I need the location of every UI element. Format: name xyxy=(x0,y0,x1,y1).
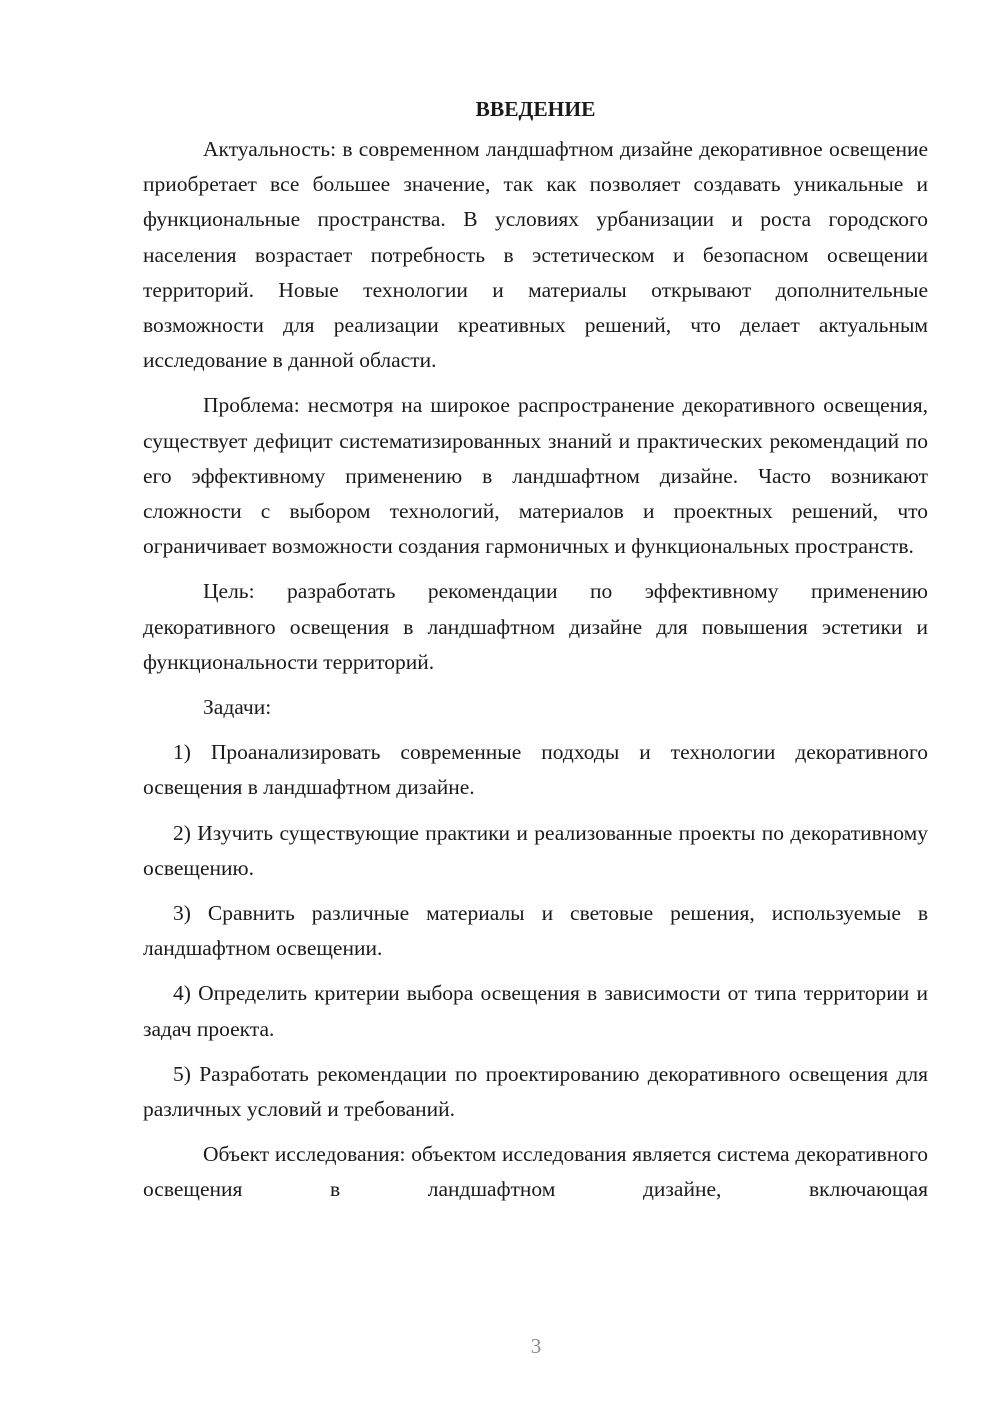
paragraph-problem: Проблема: несмотря на широкое распространение декоративного освещения, существует дефицит систематизированных знаний и практических рекомендаций по его эффективному применению в ландшафтном дизайне. Часто возникают сложности с выбором технологий, материалов и проектных решений, что ограничивает возможности создания гармоничных и функциональных пространств. xyxy=(143,393,928,559)
task-item-1: 1) Проанализировать современные подходы и технологии декоративного освещения в ландшафтном дизайне. xyxy=(143,740,928,800)
paragraph-tasks-label: Задачи: xyxy=(203,695,272,720)
section-heading: ВВЕДЕНИЕ xyxy=(475,97,596,121)
page-number: 3 xyxy=(530,1334,542,1358)
task-item-3: 3) Сравнить различные материалы и световые решения, используемые в ландшафтном освещении. xyxy=(143,901,928,961)
paragraph-relevance: Актуальность: в современном ландшафтном дизайне декоративное освещение приобретает все большее значение, так как позволяет создавать уникальные и функциональные пространства. В условиях урбанизации и роста городского населения возрастает потребность в эстетическом и безопасном освещении территорий. Новые технологии и материалы открывают дополнительные возможности для реализации креативных решений, что делает актуальным исследование в данной области. xyxy=(143,137,928,373)
task-item-5: 5) Разработать рекомендации по проектированию декоративного освещения для различных условий и требований. xyxy=(143,1061,928,1122)
paragraph-object: Объект исследования: объектом исследования является система декоративного освещения в ландшафтном дизайне, включающая xyxy=(143,1142,928,1202)
task-item-2: 2) Изучить существующие практики и реализованные проекты по декоративному освещению. xyxy=(143,820,928,880)
task-item-4: 4) Определить критерии выбора освещения в зависимости от типа территории и задач проекта. xyxy=(143,981,928,1041)
document-body xyxy=(143,92,928,1218)
paragraph-goal: Цель: разработать рекомендации по эффективному применению декоративного освещения в ландшафтном дизайне для повышения эстетики и функциональности территорий. xyxy=(143,579,928,674)
